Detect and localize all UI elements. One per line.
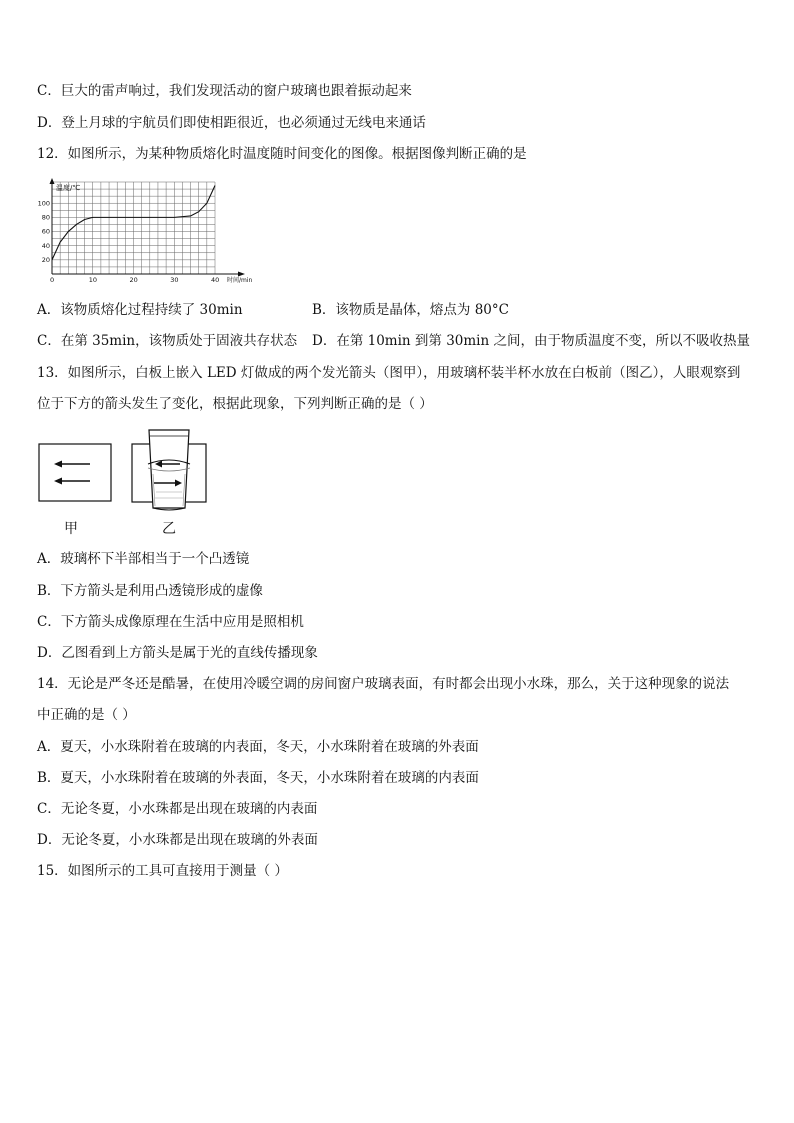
q14-option-d: D．无论冬夏，小水珠都是出现在玻璃的外表面 xyxy=(37,832,318,848)
q11-option-d: D．登上月球的宇航员们即使相距很近，也必须通过无线电来通话 xyxy=(37,115,426,131)
q13-option-d: D．乙图看到上方箭头是属于光的直线传播现象 xyxy=(37,645,318,661)
q13-option-b: B．下方箭头是利用凸透镜形成的虚像 xyxy=(37,583,263,599)
q15-stem: 15．如图所示的工具可直接用于测量（ ） xyxy=(37,863,288,879)
x-tick-label: 40 xyxy=(211,276,220,284)
y-axis-label: 温度/℃ xyxy=(56,184,81,192)
origin-label: 0 xyxy=(50,276,55,284)
q12-stem: 12．如图所示，为某种物质熔化时温度随时间变化的图像。根据图像判断正确的是 xyxy=(37,146,527,162)
y-tick-label: 100 xyxy=(37,199,50,208)
q12-option-c: C．在第 35min，该物质处于固液共存状态 xyxy=(37,333,298,349)
x-tick-label: 30 xyxy=(170,276,179,284)
x-axis-label: 时间/min xyxy=(227,277,253,284)
chart-grid xyxy=(52,182,215,274)
figure-glass-of-water xyxy=(130,428,210,512)
y-tick-label: 20 xyxy=(41,256,50,265)
q11-option-c: C．巨大的雷声响过，我们发现活动的窗户玻璃也跟着振动起来 xyxy=(37,83,412,99)
figure-whiteboard-arrows xyxy=(38,442,114,504)
q13-option-c: C．下方箭头成像原理在生活中应用是照相机 xyxy=(37,614,304,630)
figure-a-label: 甲 xyxy=(64,521,78,537)
q13-option-a: A．玻璃杯下半部相当于一个凸透镜 xyxy=(37,551,250,567)
q14-option-b: B．夏天，小水珠附着在玻璃的外表面，冬天，小水珠附着在玻璃的内表面 xyxy=(37,770,479,786)
y-axis-arrow xyxy=(50,178,55,184)
y-tick-label: 80 xyxy=(41,213,50,222)
q14-option-a: A．夏天，小水珠附着在玻璃的内表面，冬天，小水珠附着在玻璃的外表面 xyxy=(37,739,479,755)
x-tick-label: 20 xyxy=(129,276,138,284)
q14-stem-line1: 14．无论是严冬还是酷暑，在使用冷暖空调的房间窗户玻璃表面，有时都会出现小水珠，那么，关于这种现象的说法 xyxy=(37,676,730,692)
q12-option-a: A．该物质熔化过程持续了 30min xyxy=(37,302,243,318)
q12-option-d: D．在第 10min 到第 30min 之间，由于物质温度不变，所以不吸收热量 xyxy=(312,333,750,349)
chart-tick-labels xyxy=(38,199,220,284)
q12-option-b: B．该物质是晶体，熔点为 80°C xyxy=(312,302,509,318)
melting-curve-chart xyxy=(30,178,255,286)
x-axis-arrow xyxy=(238,272,245,277)
x-tick-label: 10 xyxy=(88,276,98,284)
q14-stem-line2: 中正确的是（ ） xyxy=(37,707,136,723)
q13-stem-line1: 13．如图所示，白板上嵌入 LED 灯做成的两个发光箭头（图甲），用玻璃杯装半杯水放在白板前（图乙），人眼观察到 xyxy=(37,365,741,381)
figure-b-label: 乙 xyxy=(162,521,176,537)
q13-stem-line2: 位于下方的箭头发生了变化，根据此现象，下列判断正确的是（ ） xyxy=(37,396,433,412)
y-tick-label: 40 xyxy=(41,241,50,250)
q14-option-c: C．无论冬夏，小水珠都是出现在玻璃的内表面 xyxy=(37,801,318,817)
y-tick-label: 60 xyxy=(41,227,50,236)
chart-axes xyxy=(50,178,246,277)
